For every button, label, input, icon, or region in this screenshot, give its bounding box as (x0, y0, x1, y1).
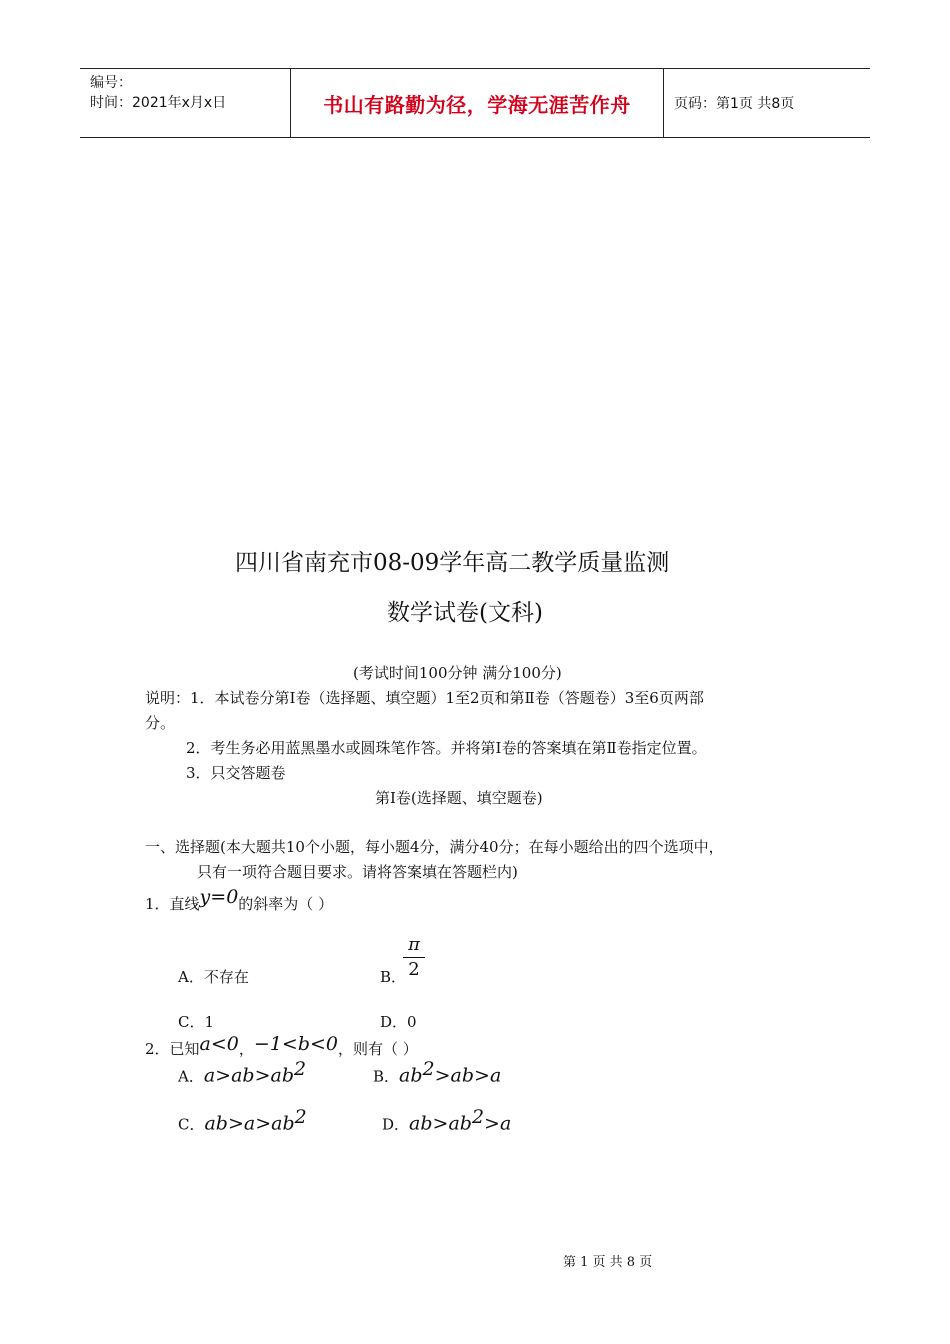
q2-option-d-label: D． (382, 1115, 410, 1134)
q2-condition-b: −1<b<0 (253, 1033, 339, 1055)
question-1-stem (145, 886, 334, 914)
exponent: 2 (294, 1058, 307, 1080)
fraction-bar (403, 957, 425, 958)
q1-option-a: A．不存在 (178, 968, 249, 986)
q2-option-c (178, 1106, 307, 1134)
q2-suffix: ，则有（ ） (338, 1040, 418, 1058)
q2-option-d (382, 1106, 511, 1134)
q2-option-a-expr: a>ab>ab (203, 1064, 294, 1087)
q2-option-b-expr-1: ab (399, 1064, 423, 1087)
q1-suffix: 的斜率为（ ） (238, 895, 334, 913)
q1-option-b-label: B． (380, 968, 407, 986)
q1-prefix: 1．直线 (145, 895, 200, 913)
q2-option-a (178, 1058, 306, 1086)
doc-title: 四川省南充市08-09学年高二教学质量监测 (235, 550, 670, 576)
header-page-info: 页码：第1页 共8页 (674, 96, 795, 112)
q1-math: y=0 (199, 886, 239, 908)
q1-option-b-fraction (403, 934, 425, 981)
q2-option-b-expr-2: >ab>a (434, 1064, 502, 1087)
page-footer: 第 1 页 共 8 页 (563, 1255, 653, 1270)
q1-option-c: C．1 (178, 1013, 215, 1031)
part1-intro-line-1: 一、选择题(本大题共10个小题，每小题4分，满分40分；在每小题给出的四个选项中， (145, 838, 724, 856)
fraction-numerator: π (408, 934, 420, 955)
page-header (80, 68, 870, 138)
time-label: 时间：2021年x月x日 (90, 95, 227, 111)
q2-separator: ， (238, 1040, 254, 1058)
exam-info: (考试时间100分钟 满分100分) (353, 664, 562, 682)
q1-option-d: D．0 (380, 1013, 417, 1031)
q2-condition-a: a<0 (199, 1033, 239, 1055)
question-2-stem (145, 1033, 418, 1059)
note-1-line-2: 分。 (145, 714, 176, 732)
part1-intro-line-2: 只有一项符合题目要求。请将答案填在答题栏内) (197, 863, 518, 881)
q2-prefix: 2．已知 (145, 1040, 200, 1058)
q2-option-b (373, 1058, 501, 1086)
header-motto: 书山有路勤为径，学海无涯苦作舟 (290, 69, 664, 137)
exponent: 2 (422, 1058, 435, 1080)
q2-option-d-expr-2: >a (484, 1112, 512, 1135)
serial-label: 编号： (90, 75, 132, 91)
q2-option-c-label: C． (178, 1115, 205, 1134)
note-2: 2．考生务必用蓝黑墨水或圆珠笔作答。并将第Ⅰ卷的答案填在第Ⅱ卷指定位置。 (186, 739, 707, 757)
note-1-line-1: 说明：1．本试卷分第Ⅰ卷（选择题、填空题）1至2页和第Ⅱ卷（答题卷）3至6页两部 (145, 689, 704, 707)
q2-option-a-label: A． (178, 1067, 204, 1086)
q2-option-b-label: B． (373, 1067, 400, 1086)
q2-option-d-expr-1: ab>ab (409, 1112, 472, 1135)
note-3: 3．只交答题卷 (186, 764, 286, 782)
doc-subtitle: 数学试卷(文科) (387, 600, 543, 626)
header-left-cell (80, 69, 290, 137)
exponent: 2 (471, 1106, 485, 1128)
fraction-denominator: 2 (408, 959, 420, 980)
exponent: 2 (294, 1106, 307, 1128)
q2-option-c-expr: ab>a>ab (204, 1112, 295, 1135)
section-title: 第Ⅰ卷(选择题、填空题卷) (375, 789, 543, 807)
